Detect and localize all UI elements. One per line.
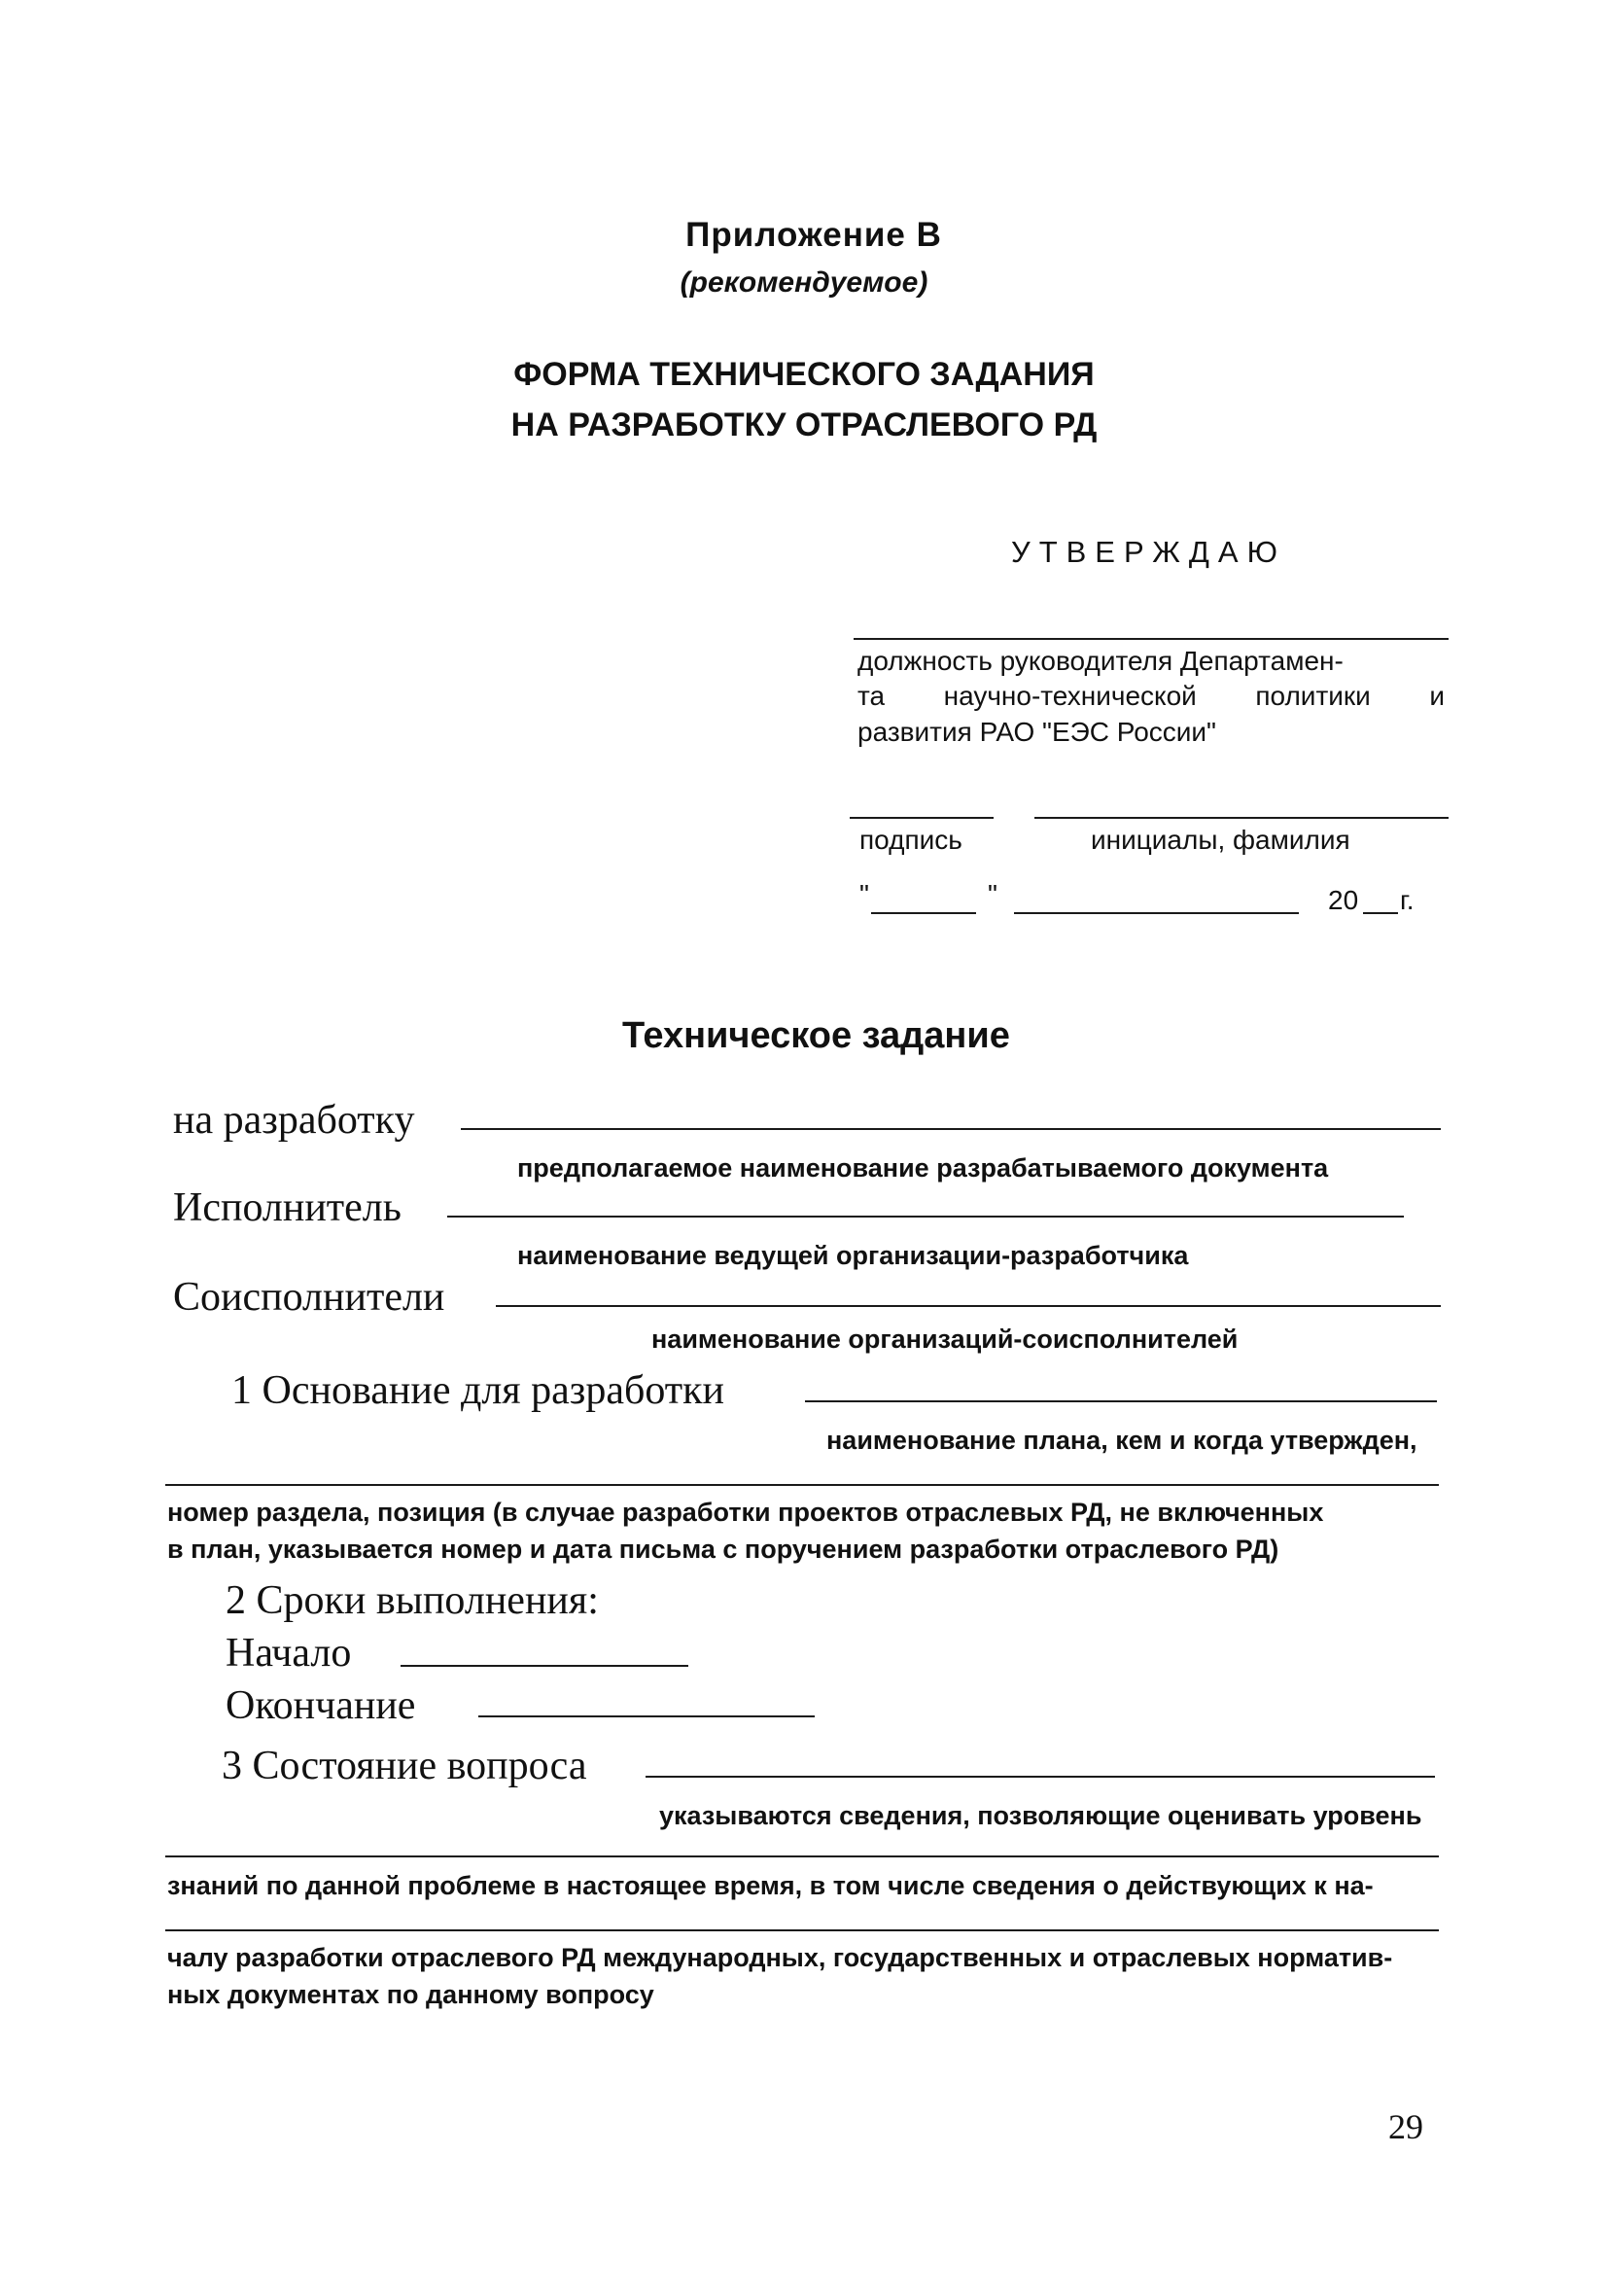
development-label: на разработку <box>173 1098 415 1143</box>
date-month-line <box>1014 912 1299 914</box>
development-caption: предполагаемое наименование разрабатываемого документа <box>517 1153 1329 1183</box>
section3-label: 3 Состояние вопроса <box>222 1744 587 1788</box>
appendix-title: Приложение В <box>685 216 942 254</box>
section3-full-line2 <box>165 1929 1439 1931</box>
approval-label: УТВЕРЖДАЮ <box>1011 535 1286 569</box>
name-line <box>1034 817 1449 819</box>
date-quote-close: " <box>988 879 997 909</box>
section3-line4: ных документах по данному вопросу <box>167 1980 654 2009</box>
form-title-line2: НА РАЗРАБОТКУ ОТРАСЛЕВОГО РД <box>510 406 1098 443</box>
name-caption: инициалы, фамилия <box>1091 825 1350 855</box>
section3-caption: указываются сведения, позволяющие оценивать уровень <box>659 1801 1422 1830</box>
executor-label: Исполнитель <box>173 1185 402 1230</box>
date-year-suffix: г. <box>1400 885 1415 915</box>
executor-line <box>447 1216 1404 1218</box>
section3-line3: чалу разработки отраслевого РД международных, государственных и отраслевых норматив- <box>167 1943 1393 1972</box>
executor-caption: наименование ведущей организации-разработчика <box>517 1241 1189 1270</box>
form-title-line1: ФОРМА ТЕХНИЧЕСКОГО ЗАДАНИЯ <box>513 356 1095 393</box>
section2-label: 2 Сроки выполнения: <box>226 1578 599 1623</box>
position-caption-line1: должность руководителя Департамен- <box>857 646 1344 676</box>
section1-note-line1: номер раздела, позиция (в случае разработки проектов отраслевых РД, не включенных <box>167 1498 1324 1527</box>
section1-line <box>805 1400 1437 1402</box>
tz-title: Техническое задание <box>622 1015 1010 1056</box>
position-caption-line2: та научно-технической политики и <box>857 681 1445 711</box>
date-year-prefix: 20 <box>1328 885 1359 915</box>
date-year-line <box>1363 912 1398 914</box>
end-label: Окончание <box>226 1683 416 1728</box>
position-caption-line3: развития РАО "ЕЭС России" <box>857 717 1216 747</box>
development-line <box>461 1128 1441 1130</box>
section3-line <box>646 1776 1435 1778</box>
position-line <box>854 638 1449 640</box>
section3-full-line1 <box>165 1855 1439 1857</box>
appendix-subtitle: (рекомендуемое) <box>680 266 928 299</box>
start-label: Начало <box>226 1631 352 1676</box>
page-number: 29 <box>1388 2107 1423 2146</box>
end-line <box>478 1715 815 1717</box>
signature-line <box>850 817 994 819</box>
co-executors-label: Соисполнители <box>173 1275 445 1320</box>
section1-full-line <box>165 1484 1439 1486</box>
date-day-line <box>871 912 976 914</box>
section3-line2: знаний по данной проблеме в настоящее время, в том числе сведения о действующих к на- <box>167 1871 1374 1900</box>
section1-caption: наименование плана, кем и когда утвержден, <box>826 1426 1417 1455</box>
co-executors-caption: наименование организаций-соисполнителей <box>651 1325 1239 1354</box>
start-line <box>401 1665 688 1667</box>
signature-caption: подпись <box>859 825 962 855</box>
section1-label: 1 Основание для разработки <box>231 1368 725 1413</box>
co-executors-line <box>496 1305 1441 1307</box>
section1-note-line2: в план, указывается номер и дата письма с поручением разработки отраслевого РД) <box>167 1535 1279 1564</box>
date-quote-open: " <box>859 879 869 909</box>
